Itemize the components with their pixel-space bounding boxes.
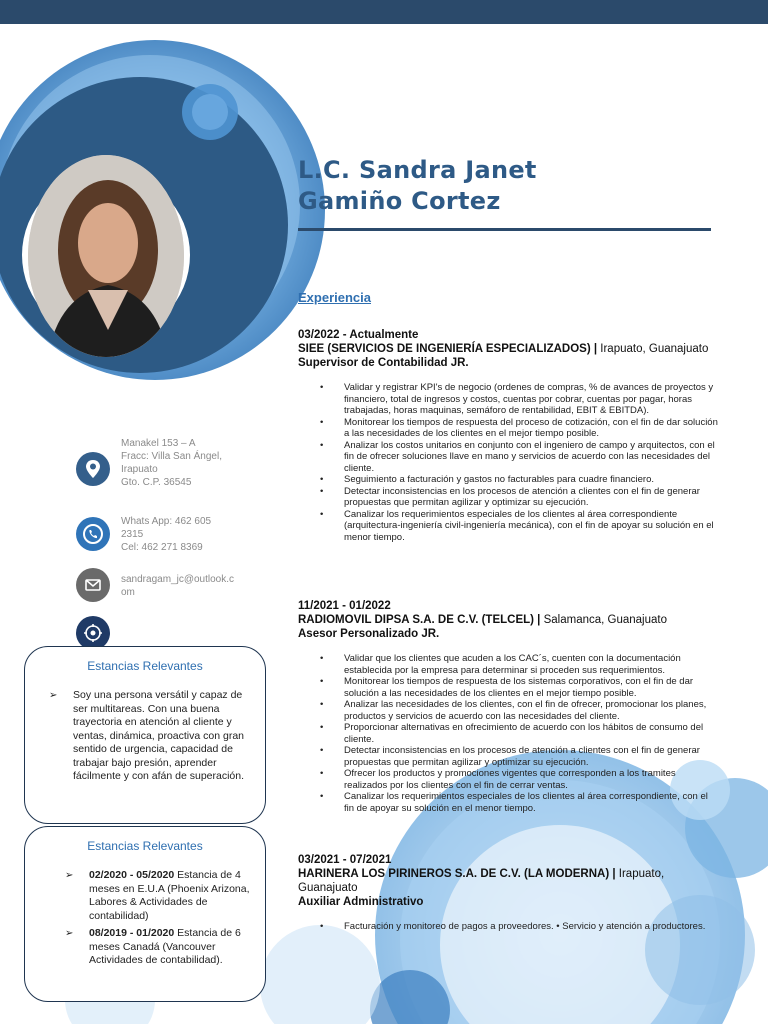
title-divider xyxy=(298,228,711,231)
name-line-1: L.C. Sandra Janet xyxy=(298,156,537,184)
job-entry xyxy=(298,599,718,814)
stay-item xyxy=(65,927,251,968)
stay-dates: 02/2020 - 05/2020 xyxy=(89,869,175,881)
stay-item xyxy=(65,869,251,923)
job-company xyxy=(298,613,718,627)
location-icon xyxy=(76,452,110,486)
company-name: HARINERA LOS PIRINEROS S.A. DE C.V. (LA MODERNA) | xyxy=(298,868,616,880)
duty-item: • Facturación y monitoreo de pagos a proveedores. • Servicio y atención a productores. xyxy=(298,921,718,933)
contact-email xyxy=(76,568,266,604)
job-location: Irapuato, Guanajuato xyxy=(298,868,665,894)
company-name: SIEE (SERVICIOS DE INGENIERÍA ESPECIALIZADOS) | xyxy=(298,343,598,355)
address-line: Gto. C.P. 36545 xyxy=(121,477,192,488)
address-line: Manakel 153 – A xyxy=(121,438,196,449)
duty-list xyxy=(298,382,718,543)
stays-list xyxy=(65,869,251,968)
duty-item: • Seguimiento a facturación y gastos no facturables para cuadre financiero. xyxy=(298,474,718,486)
duty-item: • Analizar las necesidades de los clientes, con el fin de ofrecer, promocionar los planes, productos y servicios de acuerdo con las necesidades del cliente. xyxy=(298,699,718,722)
arrow-bullet-icon: ➢ xyxy=(65,870,74,881)
phone-line: Cel: 462 271 8369 xyxy=(121,542,203,553)
profile-item xyxy=(49,689,251,784)
profile-text: Soy una persona versátil y capaz de ser multitareas. Con una buena trayectoria en atención al cliente y ventas, dinámica, proactiva con gran sentido de urgencia, capacidad de trabajar bajo presión, aprender fácilmente y con afán de superación. xyxy=(73,689,245,782)
stays-box-title: Estancias Relevantes xyxy=(87,839,203,853)
duty-item: • Analizar los costos unitarios en conjunto con el ingeniero de campo y arquitectos, con el fin de ofrecer soluciones llave en mano y servicios de acuerdo con las necesidades del cliente. xyxy=(298,440,718,475)
phone-line: 2315 xyxy=(121,529,144,540)
arrow-bullet-icon: ➢ xyxy=(49,690,58,701)
job-role: Supervisor de Contabilidad JR. xyxy=(298,357,469,369)
duty-item: • Canalizar los requerimientos especiales de los clientes al área correspondiente, con el fin de apoyar su solución en el menor tiempo. xyxy=(298,791,718,814)
phone-text xyxy=(121,515,211,554)
arrow-bullet-icon: ➢ xyxy=(65,928,74,939)
email-line: om xyxy=(121,587,135,598)
email-text[interactable] xyxy=(121,573,234,599)
duty-item: • Detectar inconsistencias en los procesos de atención a clientes con el fin de generar propuestas que permitan agilizar y optimizar su ejecución. xyxy=(298,486,718,509)
contact-phone xyxy=(76,515,266,560)
duty-list xyxy=(298,653,718,814)
duty-item: • Ofrecer los productos y promociones vigentes que corresponden a los tramites realizados por los clientes con el fin de cerrar ventas. xyxy=(298,768,718,791)
duty-list xyxy=(298,921,718,933)
stay-dates: 08/2019 - 01/2020 xyxy=(89,927,175,939)
duty-item: • Validar que los clientes que acuden a los CAC´s, cuenten con la documentación establecida por la empresa para determinar si proceden sus requerimientos. xyxy=(298,653,718,676)
job-company xyxy=(298,342,718,356)
stay-text: Estancia de 4 meses en E.U.A (Phoenix Arizona, Labores & Actividades de contabilidad) xyxy=(89,869,250,922)
job-location: Salamanca, Guanajuato xyxy=(543,614,667,626)
address-line: Fracc: Villa San Ángel, xyxy=(121,451,222,462)
duty-item: • Validar y registrar KPI's de negocio (ordenes de compras, % de avances de proyectos y financiero, total de ingresos y costos, cuentas por cobrar, cuentas por pagar, horas trabajadas, horas maquinas, semáforo de rentabilidad, EBIT & EBITDA). xyxy=(298,382,718,417)
duty-item: • Monitorear los tiempos de respuesta del proceso de cotización, con el fin de dar solución a las necesidades de los clientes en el mejor tiempo posible. xyxy=(298,417,718,440)
email-icon xyxy=(76,568,110,602)
job-location: Irapuato, Guanajuato xyxy=(600,343,709,355)
phone-line: Whats App: 462 605 xyxy=(121,516,212,527)
duty-item: • Monitorear los tiempos de respuesta de los sistemas corporativos, con el fin de dar solución a las necesidades de los clientes en el mejor tiempo posible. xyxy=(298,676,718,699)
whatsapp-icon xyxy=(76,517,110,551)
job-period: 03/2021 - 07/2021 xyxy=(298,854,392,866)
email-line: sandragam_jc@outlook.c xyxy=(121,574,234,585)
profile-list xyxy=(49,689,251,784)
contact-address xyxy=(76,437,266,497)
profile-box-title: Estancias Relevantes xyxy=(87,659,203,673)
stay-text: Estancia de 6 meses Canadá (Vancouver Actividades de contabilidad). xyxy=(89,927,241,966)
job-period: 03/2022 - Actualmente xyxy=(298,329,419,341)
duty-item: • Proporcionar alternativas en ofrecimiento de acuerdo con los hábitos de consumo del cliente. xyxy=(298,722,718,745)
website-icon xyxy=(76,616,110,650)
duty-item: • Canalizar los requerimientos especiales de los clientes al área correspondiente (arquitectura-ingeniería civil-ingeniería mecánica), con el fin de apoyar su solución en el menor tiempo. xyxy=(298,509,718,544)
job-role: Asesor Personalizado JR. xyxy=(298,628,440,640)
duty-item: • Detectar inconsistencias en los procesos de atención a clientes con el fin de generar propuestas que permitan agilizar y optimizar su ejecución. xyxy=(298,745,718,768)
candidate-name xyxy=(298,155,537,217)
company-name: RADIOMOVIL DIPSA S.A. DE C.V. (TELCEL) | xyxy=(298,614,541,626)
address-line: Irapuato xyxy=(121,464,158,475)
job-company xyxy=(298,867,718,895)
profile-photo xyxy=(28,155,184,357)
job-period: 11/2021 - 01/2022 xyxy=(298,600,391,612)
job-role: Auxiliar Administrativo xyxy=(298,896,424,908)
profile-box xyxy=(24,646,266,824)
job-entry xyxy=(298,328,718,543)
experience-title: Experiencia xyxy=(298,290,371,305)
stays-box xyxy=(24,826,266,1002)
name-line-2: Gamiño Cortez xyxy=(298,187,501,215)
job-entry xyxy=(298,853,718,933)
address-text xyxy=(121,437,222,489)
